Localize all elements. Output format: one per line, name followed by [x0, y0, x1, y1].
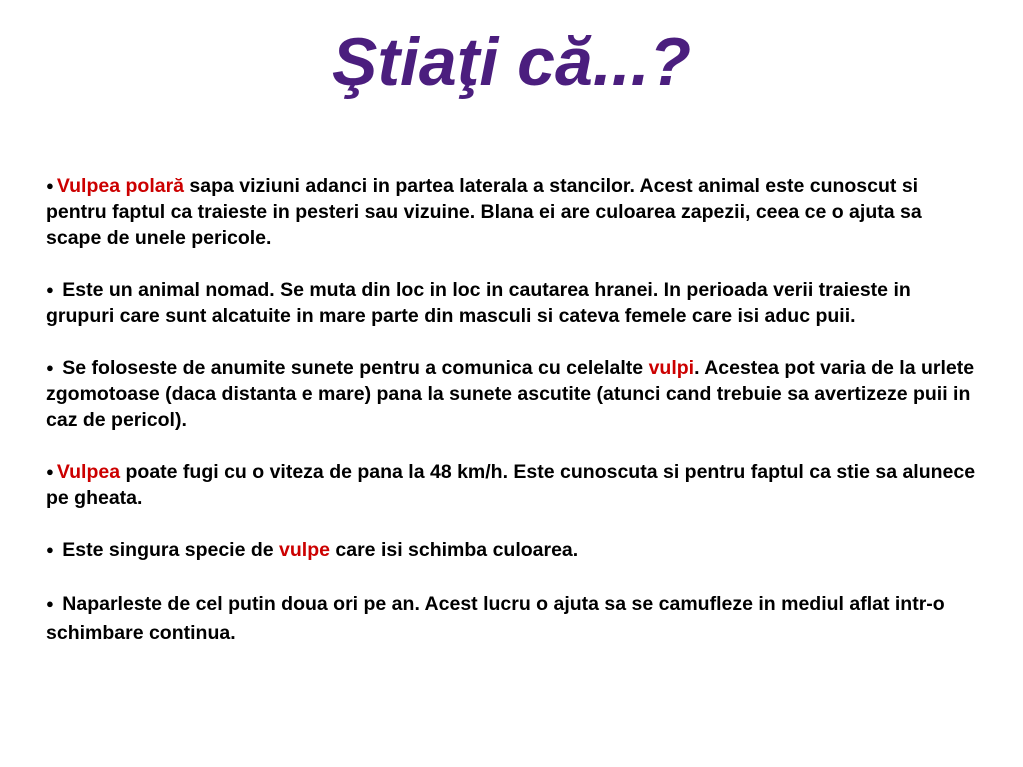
bullet-dot-icon: ● [46, 596, 54, 611]
fact-paragraph [46, 277, 981, 329]
fact-paragraph [46, 459, 981, 511]
paragraph-text: Naparleste de cel putin doua ori pe an. Acest lucru o ajuta sa se camufleze in mediul aflat intr-o schimbare continua. [46, 593, 945, 644]
bullet-dot-icon: ● [46, 360, 54, 375]
highlight-term: Vulpea polară [56, 175, 185, 197]
fact-paragraph [46, 589, 981, 648]
highlight-term: vulpi [648, 357, 695, 379]
highlight-term: Vulpea [56, 461, 121, 483]
paragraph-text: sapa viziuni adanci in partea laterala a stancilor. Acest animal este cunoscut si pentru faptul ca traieste in pesteri sau vizuine. Blana ei are culoarea zapezii, ceea ce o ajuta sa scape de unele pericole. [46, 175, 922, 249]
fact-paragraph [46, 355, 981, 433]
bullet-dot-icon: ● [46, 282, 54, 297]
paragraph-text: poate fugi cu o viteza de pana la 48 km/h. Este cunoscuta si pentru faptul ca stie sa alunece pe gheata. [46, 461, 976, 509]
bullet-dot-icon: ● [46, 542, 54, 557]
paragraph-text: Este un animal nomad. Se muta din loc in loc in cautarea hranei. In perioada verii traieste in grupuri care sunt alcatuite in mare parte din masculi si cateva femele care isi aduc puii. [46, 279, 911, 327]
highlight-term: vulpe [279, 539, 330, 561]
bullet-dot-icon: ● [46, 464, 54, 479]
paragraph-text: Se foloseste de anumite sunete pentru a comunica cu celelalte [62, 357, 649, 379]
fact-paragraph [46, 537, 981, 563]
slide-title: Ştiaţi că...? [332, 24, 691, 100]
fact-paragraph [46, 173, 981, 251]
bullet-dot-icon: ● [46, 178, 54, 193]
paragraph-text: Este singura specie de [62, 539, 280, 561]
paragraph-text: . Acestea pot varia de la urlete zgomotoase (daca distanta e mare) pana la sunete ascutite (atunci cand trebuie sa avertizeze puii in caz de pericol). [46, 357, 975, 431]
paragraph-text: care isi schimba culoarea. [329, 539, 579, 561]
slide-body [46, 173, 981, 674]
